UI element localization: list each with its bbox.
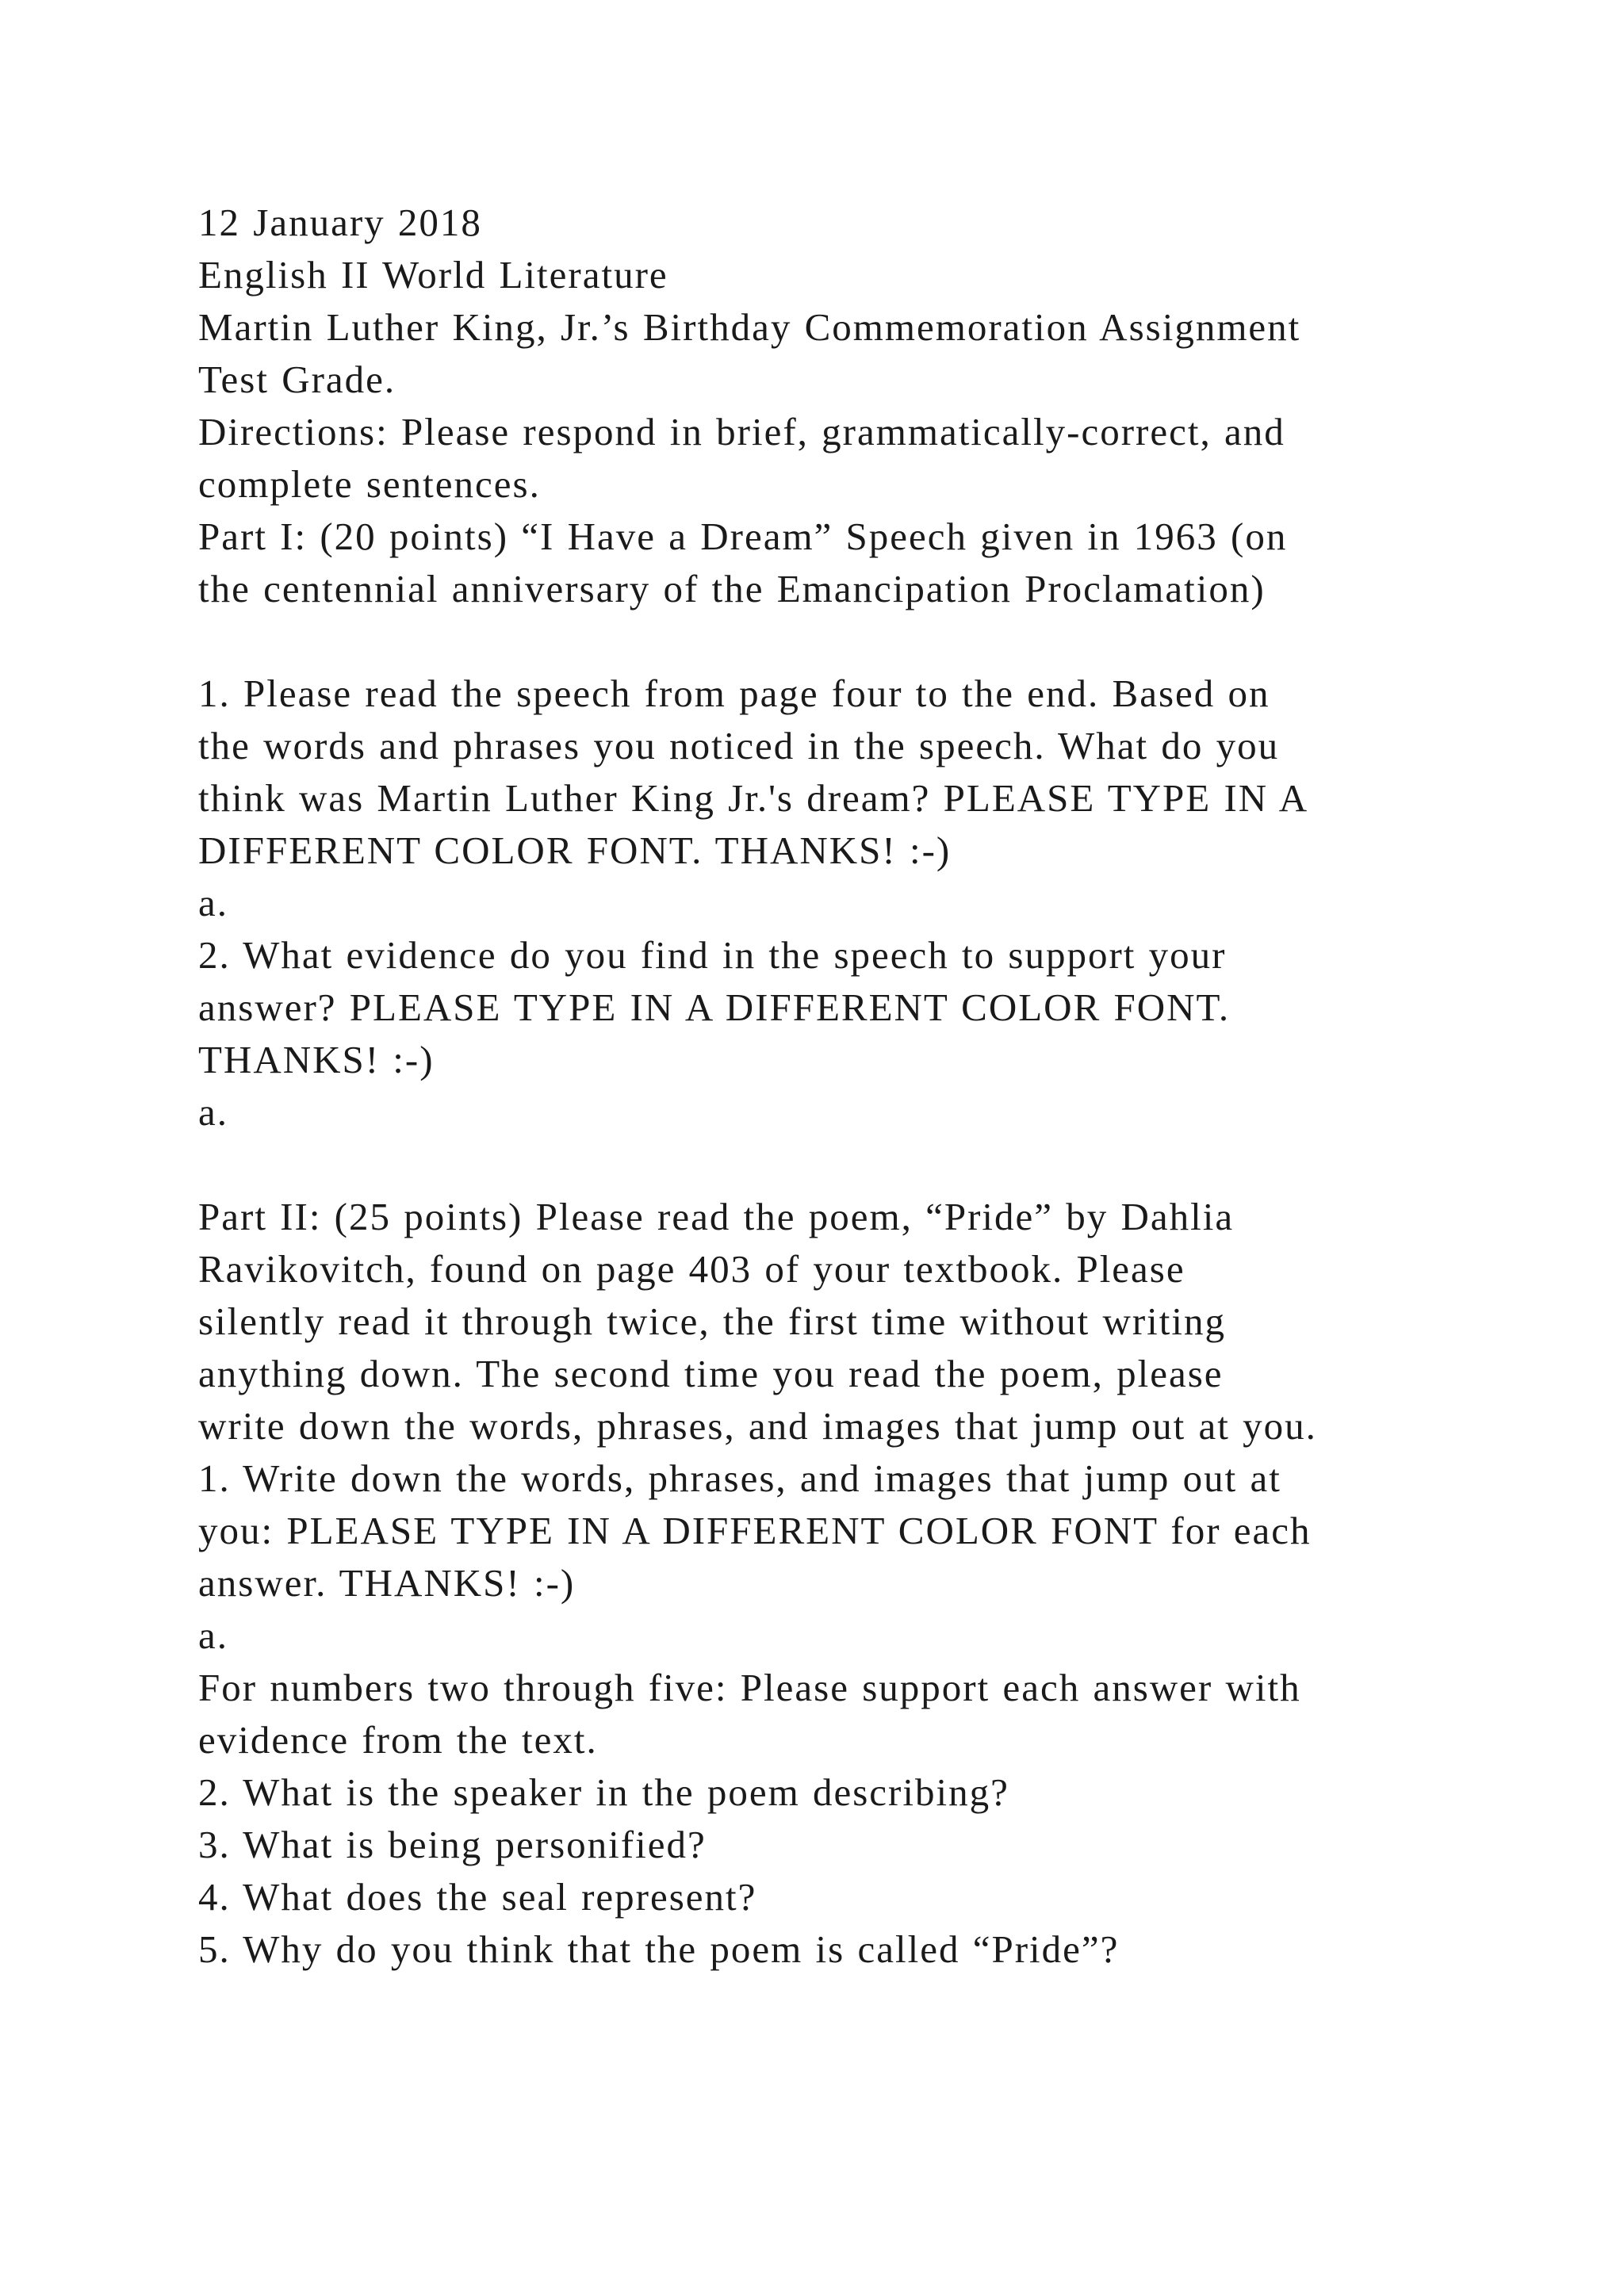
part1-question1-line: DIFFERENT COLOR FONT. THANKS! :-) [198,828,952,872]
part2-intro-line: write down the words, phrases, and images that jump out at you. [198,1404,1317,1448]
grade-type-line: Test Grade. [198,358,396,401]
part1-heading-line: the centennial anniversary of the Emancipation Proclamation) [198,567,1266,610]
blank-line [198,615,1483,668]
part2-note-line: For numbers two through five: Please support each answer with [198,1666,1301,1709]
part2-question1-answer: a. [198,1613,228,1657]
blank-line [198,1138,1483,1191]
directions-line: complete sentences. [198,462,541,506]
directions-line: Directions: Please respond in brief, grammatically-correct, and [198,410,1285,453]
part2-intro-line: Part II: (25 points) Please read the poem, “Pride” by Dahlia [198,1195,1235,1238]
part2-question5: 5. Why do you think that the poem is called “Pride”? [198,1927,1120,1971]
part1-question2-answer: a. [198,1090,228,1134]
part2-question4: 4. What does the seal represent? [198,1875,757,1919]
part1-question1-line: the words and phrases you noticed in the speech. What do you [198,724,1280,767]
assignment-title: Martin Luther King, Jr.’s Birthday Commemoration Assignment [198,305,1301,349]
part2-intro-line: Ravikovitch, found on page 403 of your textbook. Please [198,1247,1185,1291]
part1-question2-line: answer? PLEASE TYPE IN A DIFFERENT COLOR FONT. [198,985,1231,1029]
part2-question3: 3. What is being personified? [198,1823,707,1866]
part2-note-line: evidence from the text. [198,1718,598,1762]
part2-question1-line: 1. Write down the words, phrases, and images that jump out at [198,1456,1281,1500]
part1-question2-line: THANKS! :-) [198,1038,435,1081]
part2-question1-line: answer. THANKS! :-) [198,1561,576,1605]
part1-heading-line: Part I: (20 points) “I Have a Dream” Speech given in 1963 (on [198,515,1288,558]
part1-question1-answer: a. [198,881,228,924]
part2-intro-line: silently read it through twice, the first time without writing [198,1299,1227,1343]
part2-question1-line: you: PLEASE TYPE IN A DIFFERENT COLOR FONT for each [198,1509,1312,1552]
document-page [198,197,1483,1976]
part1-question2-line: 2. What evidence do you find in the speech to support your [198,933,1227,977]
course-line: English II World Literature [198,253,668,297]
part2-question2: 2. What is the speaker in the poem describing? [198,1770,1009,1814]
part1-question1-line: think was Martin Luther King Jr.'s dream? PLEASE TYPE IN A [198,776,1309,820]
part1-question1-line: 1. Please read the speech from page four to the end. Based on [198,672,1270,715]
date-line: 12 January 2018 [198,201,482,244]
part2-intro-line: anything down. The second time you read the poem, please [198,1352,1224,1395]
